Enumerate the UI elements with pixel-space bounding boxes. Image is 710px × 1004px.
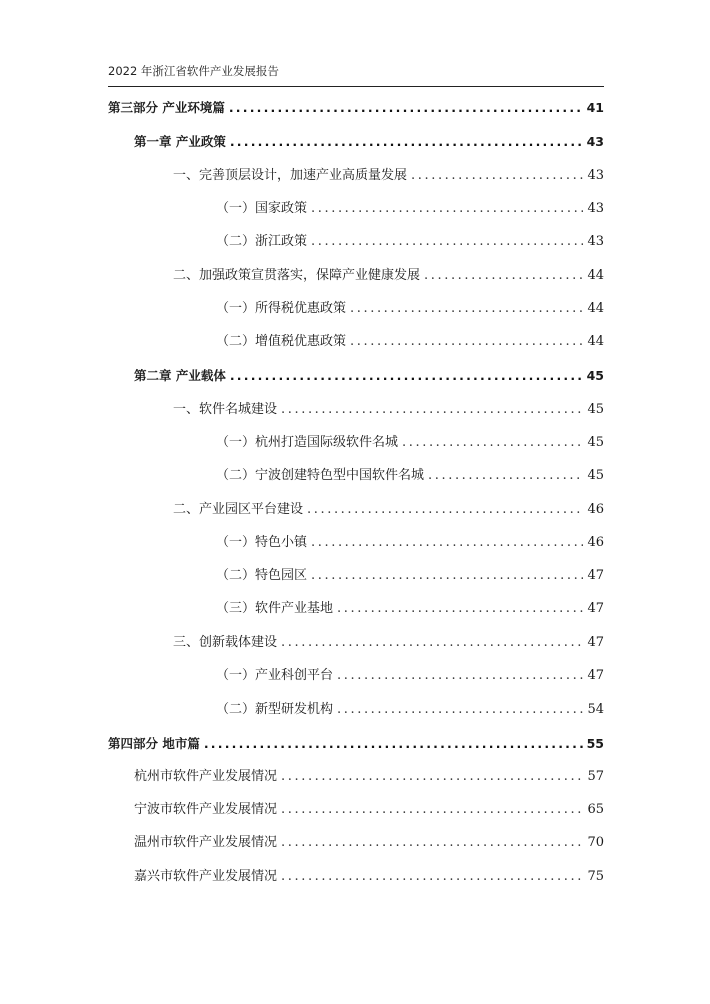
- toc-entry-section[interactable]: [173, 399, 604, 421]
- toc-page-number: 45: [587, 402, 604, 417]
- toc-entry-subsection[interactable]: [216, 532, 604, 554]
- toc-page-number: 43: [586, 134, 604, 149]
- toc-entry-subsection[interactable]: [216, 598, 604, 620]
- toc-leader-dots: [411, 165, 583, 187]
- toc-page-number: 45: [586, 368, 604, 383]
- toc-entry-label: 宁波市软件产业发展情况: [134, 802, 278, 817]
- toc-leader-dots: [337, 598, 583, 620]
- toc-entry-subsection[interactable]: [216, 465, 604, 487]
- toc-entry-chapter1[interactable]: [134, 131, 604, 153]
- toc-page-number: 44: [587, 301, 604, 316]
- toc-page-number: 45: [587, 468, 604, 483]
- toc-entry-label: 第二章 产业载体: [134, 368, 226, 383]
- toc-entry-label: （一）产业科创平台: [216, 668, 334, 683]
- toc-entry-label: 一、完善顶层设计，加速产业高质量发展: [173, 168, 408, 183]
- toc-entry-part3[interactable]: [108, 97, 604, 119]
- toc-entry-label: 杭州市软件产业发展情况: [134, 769, 278, 784]
- toc-page-number: 57: [587, 769, 604, 784]
- toc-leader-dots: [281, 832, 583, 854]
- toc-entry-subsection[interactable]: [216, 198, 604, 220]
- toc-entry-label: 三、创新载体建设: [173, 635, 278, 650]
- toc-entry-label: （二）宁波创建特色型中国软件名城: [216, 468, 425, 483]
- toc-leader-dots: [229, 97, 583, 119]
- toc-entry-section[interactable]: [173, 165, 604, 187]
- toc-page-number: 46: [587, 502, 604, 517]
- toc-entry-city[interactable]: [134, 866, 604, 888]
- toc-page-number: 65: [587, 802, 604, 817]
- toc-page-number: 43: [587, 234, 604, 249]
- toc-page-number: 75: [587, 869, 604, 884]
- toc-page-number: 55: [586, 736, 604, 751]
- toc-leader-dots: [281, 632, 583, 654]
- toc-page-number: 70: [587, 835, 604, 850]
- toc-page-number: 54: [587, 702, 604, 717]
- toc-page-number: 44: [587, 268, 604, 283]
- toc-leader-dots: [424, 265, 583, 287]
- toc-entry-label: 二、加强政策宣贯落实，保障产业健康发展: [173, 268, 421, 283]
- toc-leader-dots: [281, 866, 583, 888]
- toc-leader-dots: [311, 532, 583, 554]
- toc-entry-label: （一）所得税优惠政策: [216, 301, 347, 316]
- toc-page-number: 46: [587, 535, 604, 550]
- toc-entry-subsection[interactable]: [216, 231, 604, 253]
- toc-entry-label: 嘉兴市软件产业发展情况: [134, 869, 278, 884]
- toc-entry-city[interactable]: [134, 766, 604, 788]
- toc-page-number: 45: [587, 435, 604, 450]
- toc-entry-label: 温州市软件产业发展情况: [134, 835, 278, 850]
- toc-entry-label: （二）增值税优惠政策: [216, 334, 347, 349]
- toc-leader-dots: [281, 766, 583, 788]
- toc-leader-dots: [337, 699, 583, 721]
- toc-entry-label: 第一章 产业政策: [134, 134, 226, 149]
- toc-entry-label: （一）特色小镇: [216, 535, 308, 550]
- toc-leader-dots: [281, 399, 583, 421]
- toc-entry-subsection[interactable]: [216, 432, 604, 454]
- toc-entry-part4[interactable]: [108, 733, 604, 755]
- toc-entry-label: 一、软件名城建设: [173, 402, 278, 417]
- toc-entry-section[interactable]: [173, 632, 604, 654]
- toc-entry-label: 第三部分 产业环境篇: [108, 100, 225, 115]
- toc-page-number: 47: [587, 635, 604, 650]
- toc-leader-dots: [230, 131, 583, 153]
- toc-leader-dots: [204, 733, 583, 755]
- toc-leader-dots: [307, 499, 583, 521]
- toc-entry-subsection[interactable]: [216, 298, 604, 320]
- toc-entry-section[interactable]: [173, 265, 604, 287]
- toc-entry-subsection[interactable]: [216, 665, 604, 687]
- toc-page-number: 47: [587, 668, 604, 683]
- toc-entry-label: （二）浙江政策: [216, 234, 308, 249]
- toc-entry-section[interactable]: [173, 499, 604, 521]
- toc-entry-chapter2[interactable]: [134, 365, 604, 387]
- toc-page-number: 43: [587, 201, 604, 216]
- toc-entry-label: （二）特色园区: [216, 568, 308, 583]
- toc-page-number: 47: [587, 568, 604, 583]
- toc-entry-label: （一）国家政策: [216, 201, 308, 216]
- toc-page-number: 44: [587, 334, 604, 349]
- toc-page-number: 41: [586, 100, 604, 115]
- toc-leader-dots: [311, 565, 583, 587]
- toc-leader-dots: [281, 799, 583, 821]
- toc-entry-label: 二、产业园区平台建设: [173, 502, 304, 517]
- toc-entry-city[interactable]: [134, 799, 604, 821]
- toc-entry-label: （二）新型研发机构: [216, 702, 334, 717]
- toc-leader-dots: [311, 198, 583, 220]
- toc-page-number: 47: [587, 601, 604, 616]
- toc-entry-subsection[interactable]: [216, 331, 604, 353]
- toc-entry-label: （一）杭州打造国际级软件名城: [216, 435, 399, 450]
- toc-entry-subsection[interactable]: [216, 699, 604, 721]
- toc-entry-label: 第四部分 地市篇: [108, 736, 200, 751]
- toc-leader-dots: [350, 298, 583, 320]
- toc-entry-subsection[interactable]: [216, 565, 604, 587]
- toc-entry-label: （三）软件产业基地: [216, 601, 334, 616]
- toc-leader-dots: [428, 465, 583, 487]
- report-header-title: 2022 年浙江省软件产业发展报告: [108, 64, 279, 78]
- toc-page-number: 43: [587, 168, 604, 183]
- toc-leader-dots: [311, 231, 583, 253]
- toc-leader-dots: [230, 365, 583, 387]
- toc-leader-dots: [350, 331, 583, 353]
- toc-entry-city[interactable]: [134, 832, 604, 854]
- toc-leader-dots: [337, 665, 583, 687]
- toc-leader-dots: [402, 432, 583, 454]
